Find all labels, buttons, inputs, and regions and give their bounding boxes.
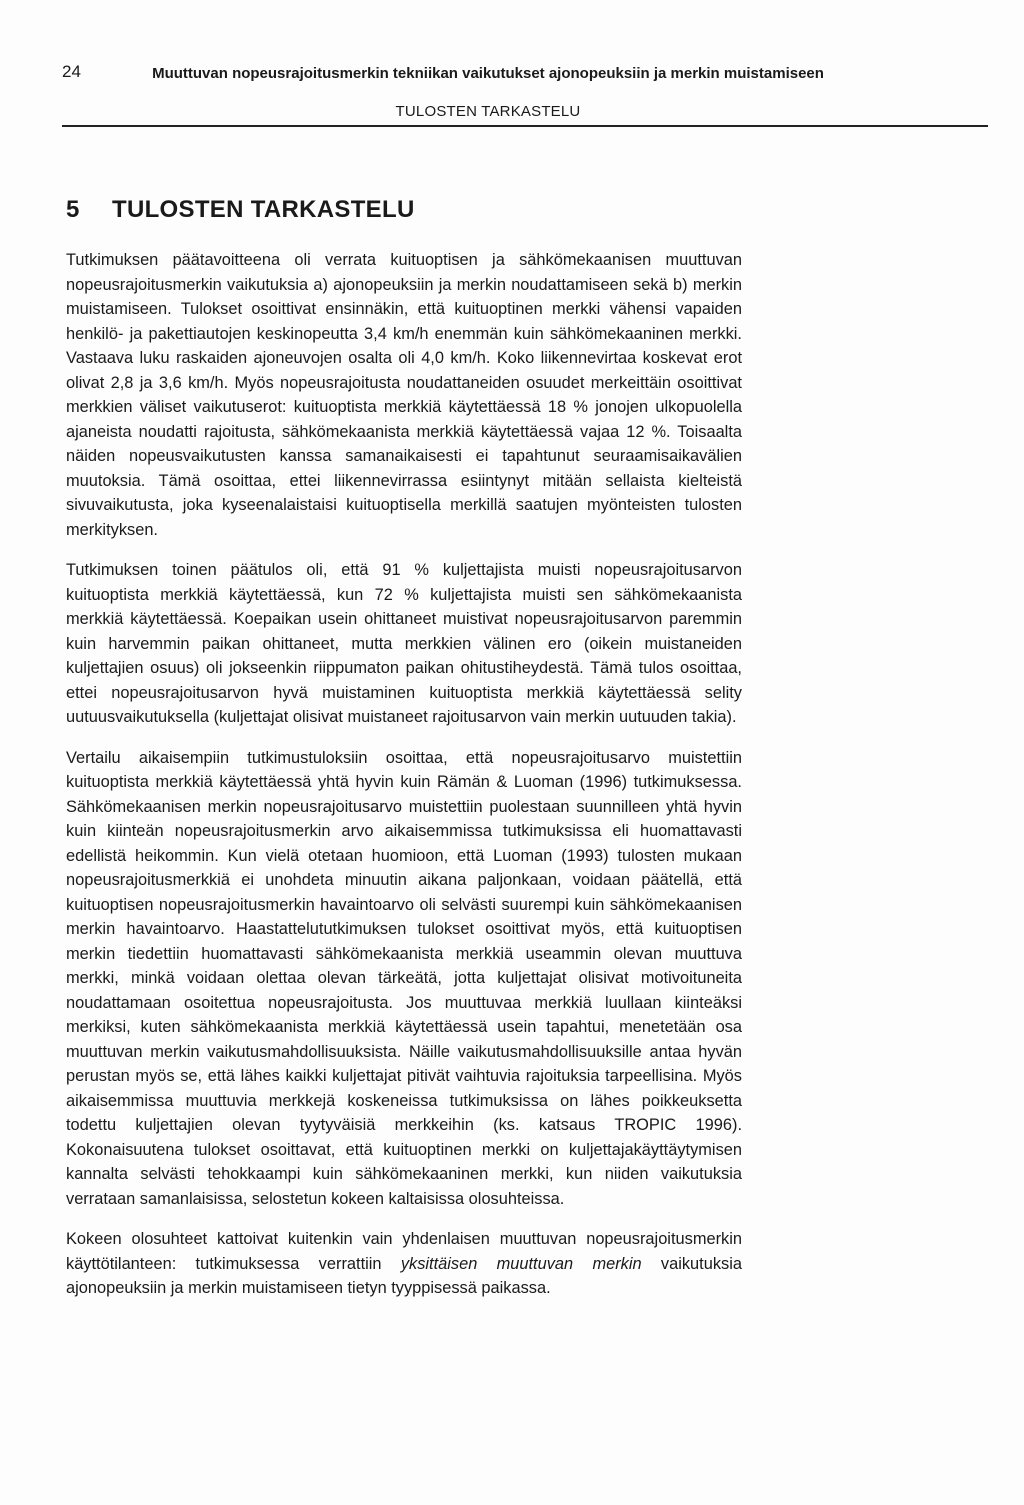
running-header-section: TULOSTEN TARKASTELU <box>395 103 581 120</box>
chapter-title: TULOSTEN TARKASTELU <box>112 196 415 223</box>
paragraph-1: Tutkimuksen päätavoitteena oli verrata kuituoptisen ja sähkömekaanisen muuttuvan nopeusrajoitusmerkin vaikutuksia a) ajonopeuksiin ja merkin noudattamiseen sekä b) merkin muistamiseen. Tulokset osoittivat ensinnäkin, että kuituoptinen merkki vähensi vapaiden henkilö- ja pakettiautojen keskinopeutta 3,4 km/h enemmän kuin sähkömekaaninen merkki. Vastaava luku raskaiden ajoneuvojen osalta oli 4,0 km/h. Koko liikennevirtaa koskevat erot olivat 2,8 ja 3,6 km/h. Myös nopeusrajoitusta noudattaneiden osuudet merkeittäin osoittivat merkkien väliset vaikutuserot: kuituoptista merkkiä käytettäessä 18 % jonojen ulkopuolella ajaneista noudatti rajoitusta, sähkömekaanista merkkiä käytettäessä vajaa 12 %. Toisaalta näiden nopeusvaikutusten kanssa samanaikaisesti ei tapahtunut seuraamisaikavälien muutoksia. Tämä osoittaa, ettei liikennevirrassa esiintynyt mitään sellaista kielteistä sivuvaikutusta, joka kyseenalaistaisi kuituoptisella merkillä saatujen myönteisten tulosten merkityksen. <box>66 251 742 539</box>
body-text <box>66 248 742 1301</box>
paragraph-3: Vertailu aikaisempiin tutkimustuloksiin osoittaa, että nopeusrajoitusarvo muistettiin kuituoptista merkkiä käytettäessä yhtä hyvin kuin Rämän & Luoman (1996) tutkimuksessa. Sähkömekaanisen merkin nopeusrajoitusarvo muistettiin puolestaan suunnilleen yhtä hyvin kuin kiinteän nopeusrajoitusmerkin arvo aikaisemmissa tutkimuksissa eli huomattavasti edellistä heikommin. Kun vielä otetaan huomioon, että Luoman (1993) tulosten mukaan nopeusrajoitusmerkkiä ei unohdeta minuutin aikana paljonkaan, voidaan päätellä, että kuituoptisen nopeusrajoitusmerkin havaintoarvo oli selvästi suurempi kuin sähkömekaanisen merkin havaintoarvo. Haastattelututkimuksen tulokset osoittivat myös, että kuituoptisen merkin tiedettiin huomattavasti sähkömekaanista merkkiä useammin olevan muuttuva merkki, minkä voidaan olettaa olevan tärkeätä, jotta kuljettajat olisivat motivoituneita noudattamaan osoitettua nopeusrajoitusta. Jos muuttuvaa merkkiä luullaan kiinteäksi merkiksi, kuten sähkömekaanista merkkiä käytettäessä usein tapahtui, menetetään osa muuttuvan merkin vaikutusmahdollisuuksista. Näille vaikutusmahdollisuuksille antaa hyvän perustan myös se, että lähes kaikki kuljettajat pitivät vaihtuvia rajoituksia tarpeellisina. Myös aikaisemmissa muuttuvia merkkejä koskeneissa tutkimuksissa on lähes poikkeuksetta todettu kuljettajien olevan tyytyväisiä merkkeihin (ks. katsaus TROPIC 1996). Kokonaisuutena tulokset osoittavat, että kuituoptinen merkki on kuljettajakäyttäytymisen kannalta selvästi tehokkaampi kuin sähkömekaaninen merkki, kun niiden vaikutuksia verrataan samanlaisissa, selostetun kokeen kaltaisissa olosuhteissa. <box>66 748 742 1208</box>
chapter-heading <box>66 196 415 224</box>
paragraph-4 <box>66 1227 742 1301</box>
header-divider <box>62 125 988 127</box>
paragraph-4-start: Kokeen olosuhteet kattoivat kuitenkin vain yhdenlaisen muuttuvan nopeusrajoitusmerkin käyttötilanteen: tutkimuksessa verrattiin <box>66 1230 742 1273</box>
chapter-number: 5 <box>66 196 80 223</box>
page-number: 24 <box>62 62 81 81</box>
paragraph-2: Tutkimuksen toinen päätulos oli, että 91 % kuljettajista muisti nopeusrajoitusarvon kuituoptista merkkiä käytettäessä, kun 72 % kuljettajista muisti sen sähkömekaanista merkkiä käytettäessä. Koepaikan usein ohittaneet muistivat nopeusrajoitusarvon paremmin kuin harvemmin paikan ohittaneet, mutta merkkien välinen ero (oikein muistaneiden kuljettajien osuus) oli jokseenkin riippumaton paikan ohitustiheydestä. Tämä tulos osoittaa, ettei nopeusrajoitusarvon hyvä muistaminen kuituoptista merkkiä käytettäessä selity uutuusvaikutuksella (kuljettajat olisivat muistaneet rajoitusarvon vain merkin uutuuden takia). <box>66 561 742 726</box>
paragraph-4-emphasis: yksittäisen muuttuvan merkin <box>400 1254 642 1273</box>
running-header-title: Muuttuvan nopeusrajoitusmerkin tekniikan vaikutukset ajonopeuksiin ja merkin muistamiseen <box>152 65 824 82</box>
paragraph-4-end: vaikutuksia ajonopeuksiin ja merkin muistamiseen tietyn tyyppisessä paikassa. <box>66 1254 742 1297</box>
